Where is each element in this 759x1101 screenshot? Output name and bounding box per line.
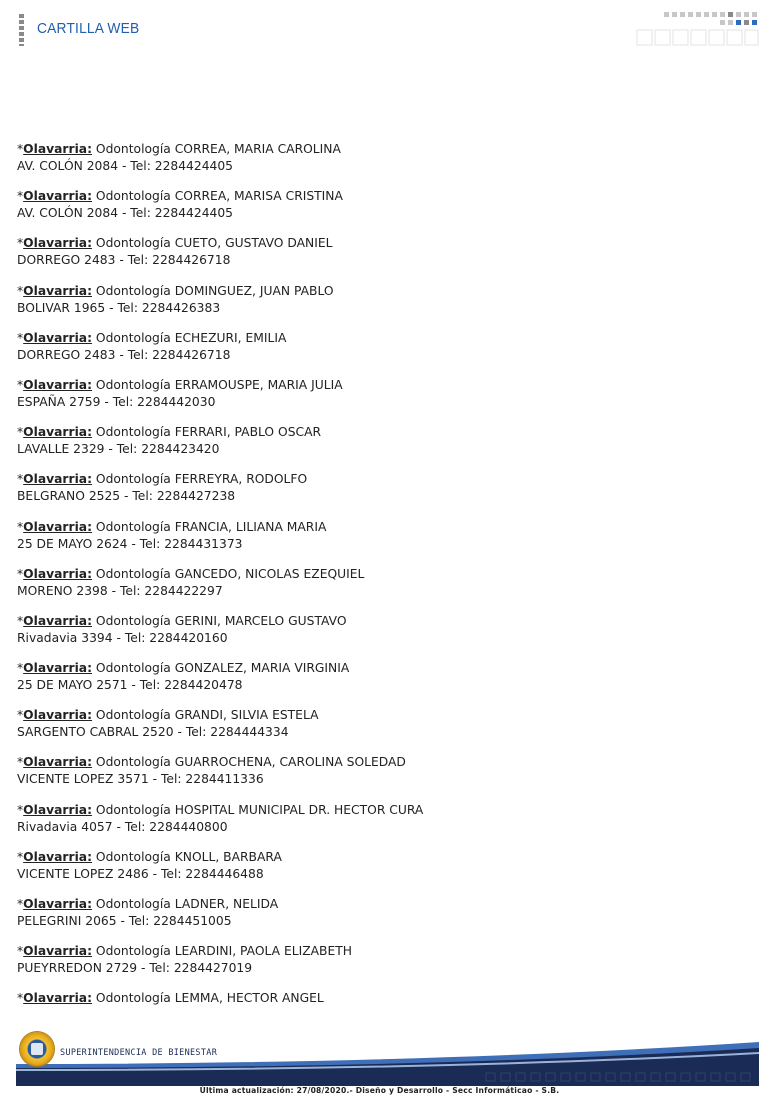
entry-prefix: *	[17, 991, 24, 1006]
provider-phone: 2284451005	[153, 914, 232, 928]
provider-phone: 2284424405	[154, 159, 234, 173]
specialty: Odontología	[95, 944, 171, 959]
provider-heading	[17, 754, 717, 771]
entry-prefix: *	[17, 519, 24, 534]
tel-label: Tel:	[130, 159, 151, 173]
provider-entry	[17, 235, 717, 269]
provider-entry	[17, 141, 717, 175]
provider-entry	[17, 754, 717, 788]
provider-entry	[17, 424, 717, 458]
organization-name: SUPERINTENDENCIA DE BIENESTAR	[60, 1048, 218, 1058]
specialty: Odontología	[95, 708, 171, 723]
provider-address: MORENO 2398	[17, 583, 108, 598]
tel-label: Tel:	[119, 583, 141, 598]
specialty: Odontología	[95, 519, 171, 534]
provider-heading	[17, 188, 717, 205]
specialty: Odontología	[95, 236, 171, 251]
tel-label: Tel:	[116, 442, 138, 457]
tel-label: Tel:	[112, 394, 134, 409]
last-updated-note: Última actualización: 27/08/2020.- Diseño y Desarrollo - Secc Informáticao - S.B.	[199, 1086, 560, 1095]
provider-heading	[17, 943, 717, 960]
provider-heading	[17, 141, 717, 158]
provider-contact: ESPAÑA 2759 - Tel: 2284442030	[17, 394, 216, 409]
provider-entry	[17, 896, 717, 930]
province-label: Olavarria:	[23, 472, 92, 487]
province-label: Olavarria:	[23, 991, 92, 1006]
provider-name: GUARROCHENA, CAROLINA SOLEDAD	[174, 755, 406, 770]
provider-phone: 2284411336	[185, 772, 264, 787]
page-footer	[0, 1028, 759, 1101]
tel-label: Tel:	[117, 300, 138, 315]
provider-entry	[17, 330, 717, 364]
provider-address: BELGRANO 2525	[17, 489, 121, 504]
header-grid-decoration	[634, 10, 759, 50]
provider-address: LAVALLE 2329	[17, 442, 105, 457]
provider-phone: 2284444334	[210, 725, 289, 740]
province-label: Olavarria:	[23, 897, 92, 911]
provider-entry	[17, 943, 717, 977]
provider-entry	[17, 471, 717, 505]
provider-contact: DORREGO 2483 - Tel: 2284426718	[17, 253, 231, 268]
provider-heading	[17, 471, 717, 488]
provider-name: GANCEDO, NICOLAS EZEQUIEL	[174, 566, 365, 581]
provider-entry	[17, 519, 717, 553]
tel-label: Tel:	[130, 206, 151, 221]
provider-name: LEARDINI, PAOLA ELIZABETH	[174, 944, 353, 959]
provider-name: HOSPITAL MUNICIPAL DR. HECTOR CURA	[174, 802, 424, 817]
entry-prefix: *	[17, 330, 24, 345]
provider-contact: AV. COLÓN 2084 - Tel: 2284424405	[17, 159, 234, 173]
province-label: Olavarria:	[23, 755, 92, 770]
provider-name: LADNER, NELIDA	[174, 897, 279, 911]
specialty: Odontología	[95, 142, 171, 156]
specialty: Odontología	[95, 849, 171, 864]
provider-address: VICENTE LOPEZ 3571	[17, 772, 149, 787]
entry-prefix: *	[17, 897, 24, 911]
provider-contact: BOLIVAR 1965 - Tel: 2284426383	[17, 300, 221, 315]
provider-name: FERREYRA, RODOLFO	[174, 472, 308, 487]
page-title: CARTILLA WEB	[37, 20, 140, 37]
entry-prefix: *	[17, 755, 24, 770]
provider-phone: 2284426718	[152, 253, 231, 268]
provider-name: CUETO, GUSTAVO DANIEL	[174, 236, 333, 251]
specialty: Odontología	[95, 472, 171, 487]
entry-prefix: *	[17, 802, 24, 817]
entry-prefix: *	[17, 661, 24, 676]
header-bar-decoration	[19, 14, 24, 46]
entry-prefix: *	[17, 142, 24, 156]
tel-label: Tel:	[127, 347, 149, 362]
provider-phone: 2284424405	[154, 206, 234, 221]
provider-name: KNOLL, BARBARA	[174, 849, 282, 864]
provider-phone: 2284420478	[164, 678, 243, 693]
provider-heading	[17, 707, 717, 724]
provider-contact: LAVALLE 2329 - Tel: 2284423420	[17, 442, 220, 457]
province-label: Olavarria:	[23, 425, 92, 440]
province-label: Olavarria:	[23, 849, 92, 864]
tel-label: Tel:	[149, 961, 170, 976]
provider-entry	[17, 802, 717, 836]
province-label: Olavarria:	[23, 189, 92, 204]
provider-name: GRANDI, SILVIA ESTELA	[174, 708, 319, 723]
provider-phone: 2284422297	[144, 583, 223, 598]
provider-phone: 2284442030	[137, 394, 216, 409]
provider-contact: BELGRANO 2525 - Tel: 2284427238	[17, 489, 236, 504]
provider-entry	[17, 188, 717, 222]
provider-entry	[17, 849, 717, 883]
provider-heading	[17, 990, 717, 1007]
specialty: Odontología	[95, 613, 171, 628]
provider-phone: 2284427019	[173, 961, 253, 976]
specialty: Odontología	[95, 566, 171, 581]
provider-contact: 25 DE MAYO 2571 - Tel: 2284420478	[17, 678, 243, 693]
province-label: Olavarria:	[23, 802, 92, 817]
province-label: Olavarria:	[23, 708, 92, 723]
entry-prefix: *	[17, 377, 24, 392]
tel-label: Tel:	[185, 725, 207, 740]
provider-name: ERRAMOUSPE, MARIA JULIA	[174, 377, 343, 392]
provider-phone: 2284446488	[185, 866, 264, 881]
specialty: Odontología	[95, 189, 171, 204]
institution-seal-icon	[20, 1032, 54, 1066]
provider-entry	[17, 660, 717, 694]
provider-entry	[17, 707, 717, 741]
provider-entry	[17, 990, 717, 1007]
provider-name: FRANCIA, LILIANA MARIA	[174, 519, 327, 534]
provider-contact: SARGENTO CABRAL 2520 - Tel: 2284444334	[17, 725, 289, 740]
entry-prefix: *	[17, 613, 24, 628]
provider-contact: PELEGRINI 2065 - Tel: 2284451005	[17, 914, 232, 928]
provider-address: PELEGRINI 2065	[17, 914, 117, 928]
entry-prefix: *	[17, 708, 24, 723]
province-label: Olavarria:	[23, 377, 92, 392]
provider-list	[17, 141, 717, 1021]
provider-phone: 2284431373	[164, 536, 243, 551]
province-label: Olavarria:	[23, 944, 92, 959]
provider-name: FERRARI, PABLO OSCAR	[174, 425, 322, 440]
tel-label: Tel:	[132, 489, 153, 504]
specialty: Odontología	[95, 991, 171, 1006]
province-label: Olavarria:	[23, 613, 92, 628]
provider-heading	[17, 283, 717, 300]
entry-prefix: *	[17, 189, 24, 204]
entry-prefix: *	[17, 566, 24, 581]
specialty: Odontología	[95, 661, 171, 676]
provider-heading	[17, 377, 717, 394]
provider-phone: 2284427238	[156, 489, 236, 504]
specialty: Odontología	[95, 330, 171, 345]
provider-heading	[17, 566, 717, 583]
specialty: Odontología	[95, 755, 171, 770]
footer-wave-decoration	[16, 1036, 759, 1086]
province-label: Olavarria:	[23, 661, 92, 676]
province-label: Olavarria:	[23, 236, 92, 251]
specialty: Odontología	[95, 897, 171, 911]
provider-name: CORREA, MARIA CAROLINA	[174, 142, 341, 156]
provider-contact: DORREGO 2483 - Tel: 2284426718	[17, 347, 231, 362]
entry-prefix: *	[17, 283, 24, 298]
provider-phone: 2284426383	[141, 300, 221, 315]
entry-prefix: *	[17, 472, 24, 487]
entry-prefix: *	[17, 425, 24, 440]
provider-name: DOMINGUEZ, JUAN PABLO	[174, 283, 334, 298]
provider-heading	[17, 896, 717, 913]
tel-label: Tel:	[128, 914, 150, 928]
entry-prefix: *	[17, 944, 24, 959]
provider-heading	[17, 519, 717, 536]
provider-heading	[17, 424, 717, 441]
provider-heading	[17, 849, 717, 866]
province-label: Olavarria:	[23, 519, 92, 534]
provider-name: ECHEZURI, EMILIA	[174, 330, 287, 345]
provider-name: CORREA, MARISA CRISTINA	[174, 189, 343, 204]
province-label: Olavarria:	[23, 142, 92, 156]
provider-heading	[17, 613, 717, 630]
specialty: Odontología	[95, 802, 171, 817]
provider-address: DORREGO 2483	[17, 253, 116, 268]
provider-contact: AV. COLÓN 2084 - Tel: 2284424405	[17, 206, 234, 221]
province-label: Olavarria:	[23, 330, 92, 345]
provider-address: PUEYRREDON 2729	[17, 961, 138, 976]
provider-contact: PUEYRREDON 2729 - Tel: 2284427019	[17, 961, 253, 976]
provider-entry	[17, 613, 717, 647]
province-label: Olavarria:	[23, 283, 92, 298]
provider-contact: MORENO 2398 - Tel: 2284422297	[17, 583, 223, 598]
provider-contact: 25 DE MAYO 2624 - Tel: 2284431373	[17, 536, 243, 551]
tel-label: Tel:	[124, 630, 146, 645]
tel-label: Tel:	[124, 819, 146, 834]
provider-address: Rivadavia 4057	[17, 819, 113, 834]
provider-contact: Rivadavia 4057 - Tel: 2284440800	[17, 819, 228, 834]
provider-entry	[17, 283, 717, 317]
provider-heading	[17, 235, 717, 252]
provider-phone: 2284420160	[149, 630, 228, 645]
provider-address: ESPAÑA 2759	[17, 394, 101, 409]
provider-contact: VICENTE LOPEZ 2486 - Tel: 2284446488	[17, 866, 264, 881]
provider-entry	[17, 377, 717, 411]
tel-label: Tel:	[127, 253, 149, 268]
provider-heading	[17, 330, 717, 347]
provider-contact: VICENTE LOPEZ 3571 - Tel: 2284411336	[17, 772, 264, 787]
entry-prefix: *	[17, 849, 24, 864]
provider-address: Rivadavia 3394	[17, 630, 113, 645]
provider-address: AV. COLÓN 2084	[17, 206, 119, 221]
specialty: Odontología	[95, 377, 171, 392]
provider-entry	[17, 566, 717, 600]
specialty: Odontología	[95, 425, 171, 440]
specialty: Odontología	[95, 283, 171, 298]
provider-name: LEMMA, HECTOR ANGEL	[174, 991, 324, 1006]
tel-label: Tel:	[160, 772, 182, 787]
entry-prefix: *	[17, 236, 24, 251]
provider-heading	[17, 802, 717, 819]
provider-phone: 2284423420	[141, 442, 220, 457]
provider-address: VICENTE LOPEZ 2486	[17, 866, 149, 881]
provider-address: BOLIVAR 1965	[17, 300, 106, 315]
page-header	[0, 0, 759, 60]
provider-heading	[17, 660, 717, 677]
provider-address: SARGENTO CABRAL 2520	[17, 725, 174, 740]
provider-contact: Rivadavia 3394 - Tel: 2284420160	[17, 630, 228, 645]
provider-address: DORREGO 2483	[17, 347, 116, 362]
provider-address: 25 DE MAYO 2571	[17, 678, 128, 693]
provider-address: AV. COLÓN 2084	[17, 159, 119, 173]
provider-phone: 2284440800	[149, 819, 228, 834]
provider-address: 25 DE MAYO 2624	[17, 536, 128, 551]
province-label: Olavarria:	[23, 566, 92, 581]
tel-label: Tel:	[139, 536, 161, 551]
tel-label: Tel:	[139, 678, 161, 693]
provider-name: GERINI, MARCELO GUSTAVO	[174, 613, 347, 628]
tel-label: Tel:	[160, 866, 182, 881]
provider-name: GONZALEZ, MARIA VIRGINIA	[174, 661, 350, 676]
provider-phone: 2284426718	[152, 347, 231, 362]
